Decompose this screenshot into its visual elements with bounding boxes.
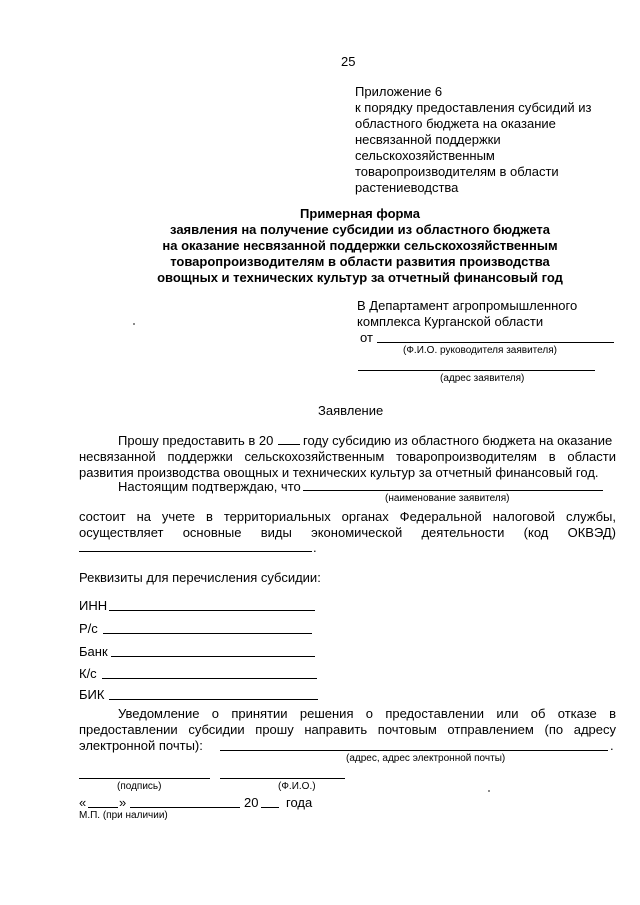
- title-line: на оказание несвязанной поддержки сельскохозяйственным: [162, 238, 558, 253]
- okved-end: .: [313, 540, 317, 555]
- year-field[interactable]: [278, 444, 300, 445]
- title-line: Примерная форма: [300, 206, 420, 221]
- bank-label: Банк: [79, 644, 108, 659]
- body-text: состоит на учете в территориальных органах Федеральной налоговой службы,: [79, 509, 616, 524]
- from-name-field[interactable]: [377, 342, 614, 343]
- email-end: .: [610, 738, 614, 753]
- okved-field[interactable]: [79, 551, 312, 552]
- year-suffix-field[interactable]: [261, 807, 279, 808]
- applicant-name-field[interactable]: [303, 490, 603, 491]
- from-caption: (Ф.И.О. руководителя заявителя): [403, 345, 557, 356]
- appendix-line: к порядку предоставления субсидий из: [355, 100, 592, 115]
- day-field[interactable]: [88, 807, 118, 808]
- year-word: года: [286, 795, 313, 810]
- title-line: товаропроизводителям в области развития производства: [170, 254, 550, 269]
- year-prefix: 20: [244, 795, 259, 810]
- notification-text: электронной почты):: [79, 738, 203, 753]
- notification-text: Уведомление о принятии решения о предоставлении или об отказе в: [118, 706, 616, 721]
- requisites-heading: Реквизиты для перечисления субсидии:: [79, 570, 321, 585]
- full-name-field[interactable]: [220, 778, 345, 779]
- email-address-field[interactable]: [220, 750, 608, 751]
- month-field[interactable]: [130, 807, 240, 808]
- bank-field[interactable]: [111, 656, 315, 657]
- appendix-line: товаропроизводителям в области: [355, 164, 559, 179]
- appendix-line: несвязанной поддержки: [355, 132, 501, 147]
- stamp-note: М.П. (при наличии): [79, 810, 168, 821]
- notification-text: предоставлении субсидии прошу направить почтовым отправлением (по адресу: [79, 722, 616, 737]
- addressee-line: В Департамент агропромышленного: [357, 298, 578, 313]
- from-label: от: [360, 330, 373, 345]
- appendix-line: областного бюджета на оказание: [355, 116, 556, 131]
- account-field[interactable]: [103, 633, 312, 634]
- body-text: году субсидию из областного бюджета на оказание: [303, 433, 613, 448]
- body-text: Прошу предоставить в 20: [118, 433, 274, 448]
- signature-caption: (подпись): [117, 781, 162, 792]
- address-caption: (адрес заявителя): [440, 373, 525, 384]
- account-label: Р/с: [79, 621, 98, 636]
- statement-heading: Заявление: [318, 403, 384, 418]
- body-text: Настоящим подтверждаю, что: [118, 479, 301, 494]
- corr-account-label: К/с: [79, 666, 97, 681]
- page-number: 25: [341, 54, 356, 69]
- email-caption: (адрес, адрес электронной почты): [346, 753, 506, 764]
- scan-speck: [133, 323, 135, 325]
- appendix-line: Приложение 6: [355, 84, 443, 99]
- title-line: овощных и технических культур за отчетный финансовый год: [157, 270, 563, 285]
- date-open-quote: «: [79, 795, 87, 810]
- body-text: несвязанной поддержки сельскохозяйственным товаропроизводителям в области: [79, 449, 616, 464]
- body-text: развития производства овощных и технических культур за отчетный финансовый год.: [79, 465, 599, 480]
- inn-label: ИНН: [79, 598, 108, 613]
- bik-label: БИК: [79, 687, 105, 702]
- applicant-caption: (наименование заявителя): [385, 493, 510, 504]
- title-line: заявления на получение субсидии из областного бюджета: [170, 222, 550, 237]
- body-text: осуществляет основные виды экономической деятельности (код ОКВЭД): [79, 525, 616, 540]
- scan-speck: [488, 790, 490, 792]
- signature-field[interactable]: [79, 778, 210, 779]
- address-field[interactable]: [358, 370, 595, 371]
- date-close-quote: »: [119, 795, 127, 810]
- inn-field[interactable]: [109, 610, 315, 611]
- corr-account-field[interactable]: [102, 678, 317, 679]
- addressee-line: комплекса Курганской области: [357, 314, 544, 329]
- full-name-caption: (Ф.И.О.): [278, 781, 316, 792]
- appendix-line: сельскохозяйственным: [355, 148, 495, 163]
- appendix-line: растениеводства: [355, 180, 459, 195]
- bik-field[interactable]: [109, 699, 318, 700]
